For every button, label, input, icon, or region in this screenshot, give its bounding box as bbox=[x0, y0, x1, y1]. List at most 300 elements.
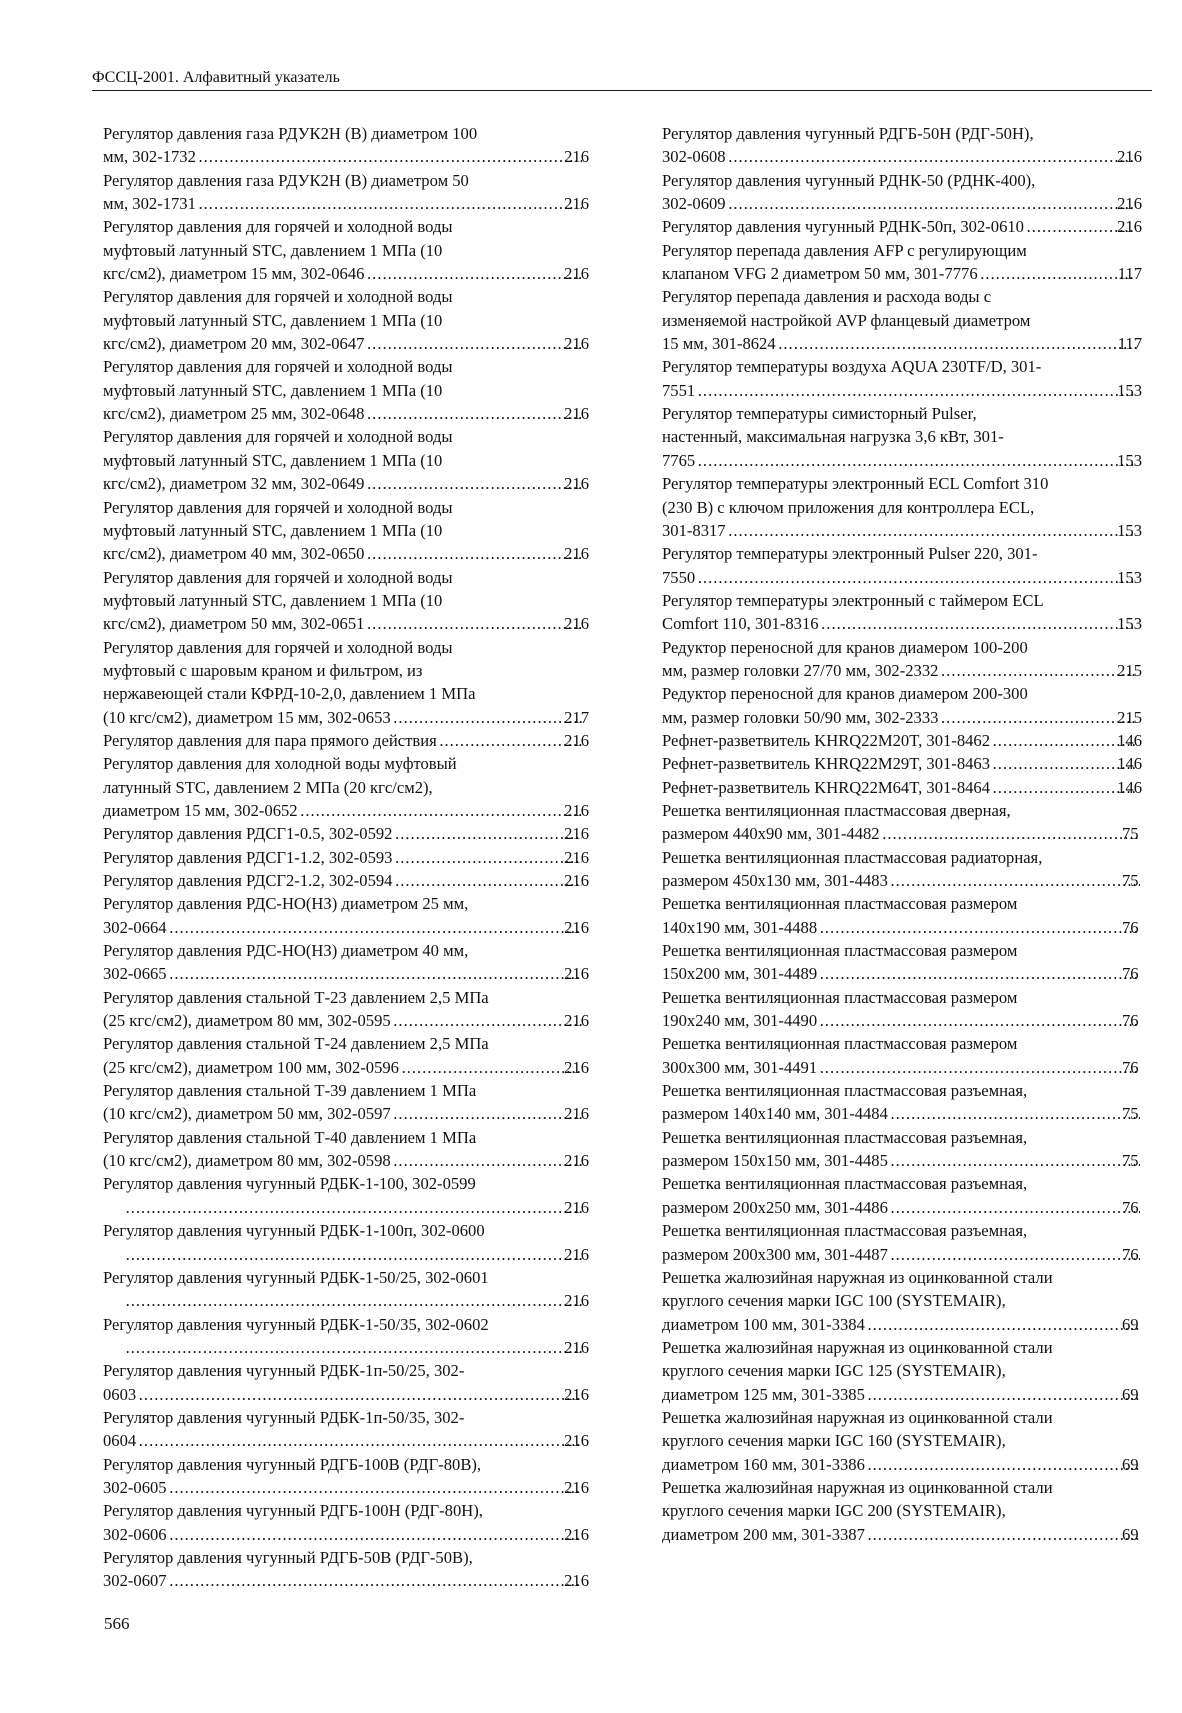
index-entry bbox=[662, 892, 1142, 939]
index-entry-text: 0603 bbox=[103, 1384, 137, 1404]
index-entry-page: 146 bbox=[1117, 730, 1142, 750]
index-entry-text: 140х190 мм, 301-4488 bbox=[662, 917, 818, 937]
index-entry bbox=[103, 425, 589, 495]
index-entry-text: Регулятор давления для горячей и холодной воды bbox=[103, 567, 453, 587]
dot-leader bbox=[394, 869, 582, 892]
index-entry-line bbox=[103, 192, 589, 215]
index-entry bbox=[103, 1546, 589, 1593]
index-entry-text: Регулятор давления чугунный РДГБ-50Н (РДГ-50Н), bbox=[662, 124, 1034, 143]
index-entry-text: муфтовый латунный STC, давлением 1 МПа (10 bbox=[103, 240, 443, 260]
index-entry-text: Регулятор давления для горячей и холодной воды bbox=[103, 637, 453, 657]
index-entry-line bbox=[103, 962, 589, 985]
index-entry-line bbox=[103, 1359, 589, 1382]
index-entry-line bbox=[103, 496, 589, 519]
index-entry-page: 216 bbox=[564, 1384, 589, 1404]
index-entry-line bbox=[103, 1406, 589, 1429]
index-entry-text: (10 кгс/см2), диаметром 80 мм, 302-0598 bbox=[103, 1151, 391, 1171]
index-entry-line bbox=[662, 239, 1142, 262]
index-entry-text: кгс/см2), диаметром 15 мм, 302-0646 bbox=[103, 264, 365, 284]
index-entry-line bbox=[103, 1453, 589, 1476]
index-column-right bbox=[662, 122, 1142, 1546]
index-entry-text: диаметром 200 мм, 301-3387 bbox=[662, 1524, 865, 1544]
index-entry-page: 216 bbox=[564, 404, 589, 424]
index-entry-line bbox=[103, 612, 589, 635]
index-entry-line bbox=[103, 939, 589, 962]
dot-leader bbox=[728, 145, 1136, 168]
index-entry-line: 140х190 мм, 301-4488 ..... 76 bbox=[682, 916, 1142, 939]
index-entry-line bbox=[103, 986, 589, 1009]
dot-leader bbox=[697, 566, 1135, 589]
page-header: ФССЦ-2001. Алфавитный указатель bbox=[92, 68, 1152, 91]
index-entry-line bbox=[662, 846, 1142, 869]
index-entry-line bbox=[103, 355, 589, 378]
dot-leader bbox=[819, 1056, 1140, 1079]
index-entry-text: Решетка вентиляционная пластмассовая размером bbox=[662, 941, 1018, 961]
index-entry-line bbox=[662, 682, 1142, 705]
index-entry bbox=[662, 1079, 1142, 1126]
index-entry-text: Регулятор температуры симисторный Pulser, bbox=[662, 404, 977, 424]
index-entry bbox=[103, 846, 589, 869]
dot-leader bbox=[394, 822, 582, 845]
dot-leader bbox=[890, 1243, 1140, 1266]
index-entry-page: 216 bbox=[564, 1291, 589, 1311]
index-entry bbox=[662, 472, 1142, 542]
dot-leader bbox=[169, 1476, 583, 1499]
index-entry-text: диаметром 160 мм, 301-3386 bbox=[662, 1454, 865, 1474]
index-entry bbox=[662, 589, 1142, 636]
index-entry bbox=[103, 636, 589, 729]
dot-leader bbox=[992, 776, 1135, 799]
index-entry-text: муфтовый латунный STC, давлением 1 МПа (10 bbox=[103, 450, 443, 470]
index-entry-line bbox=[103, 846, 589, 869]
index-entry-text: (230 В) с ключом приложения для контроллера ECL, bbox=[662, 497, 1035, 517]
index-entry-line bbox=[662, 332, 1142, 355]
index-entry-line bbox=[123, 1243, 589, 1266]
index-entry-line bbox=[103, 402, 589, 425]
index-entry-text: Решетка жалюзийная наружная из оцинкованной стали bbox=[662, 1337, 1053, 1357]
index-entry-text: размером 200х300 мм, 301-4487 bbox=[662, 1244, 888, 1264]
dot-leader bbox=[366, 472, 582, 495]
index-entry-line: диаметром 200 мм, 301-3387 ..... 69 bbox=[682, 1523, 1142, 1546]
index-entry-text: Регулятор давления для горячей и холодной воды bbox=[103, 497, 453, 517]
index-entry-line bbox=[103, 869, 589, 892]
index-entry-text: Регулятор давления стальной Т-24 давлением 2,5 МПа bbox=[103, 1034, 489, 1054]
index-entry-text: мм, размер головки 27/70 мм, 302-2332 bbox=[662, 660, 939, 680]
index-entry bbox=[662, 542, 1142, 589]
index-entry-line bbox=[103, 122, 589, 145]
index-entry-text: Решетка жалюзийная наружная из оцинкованной стали bbox=[662, 1407, 1053, 1427]
index-entry-line bbox=[103, 799, 589, 822]
dot-leader bbox=[393, 1009, 582, 1032]
index-entry-text: 7551 bbox=[662, 380, 696, 400]
index-entry-text: Регулятор температуры электронный Pulser 220, 301- bbox=[662, 544, 1038, 564]
index-entry-text: (25 кгс/см2), диаметром 80 мм, 302-0595 bbox=[103, 1011, 391, 1031]
index-entry-text: муфтовый с шаровым краном и фильтром, из bbox=[103, 660, 423, 680]
index-entry-line bbox=[123, 1336, 589, 1359]
dot-leader bbox=[138, 1429, 582, 1452]
index-entry-text: Решетка вентиляционная пластмассовая дверная, bbox=[662, 800, 1011, 820]
index-entry bbox=[662, 1476, 1142, 1546]
dot-leader bbox=[819, 916, 1140, 939]
index-entry-text: диаметром 15 мм, 302-0652 bbox=[103, 800, 298, 820]
index-entry-line bbox=[662, 355, 1142, 378]
index-entry-page: 215 bbox=[1117, 660, 1142, 680]
index-entry-line bbox=[662, 1032, 1142, 1055]
index-entry-text: кгс/см2), диаметром 25 мм, 302-0648 bbox=[103, 404, 365, 424]
index-entry-page: 216 bbox=[564, 824, 589, 844]
index-entry-line bbox=[103, 752, 589, 775]
index-entry-text: Решетка жалюзийная наружная из оцинкованной стали bbox=[662, 1477, 1053, 1497]
index-entry-line bbox=[103, 729, 589, 752]
index-entry-text: настенный, максимальная нагрузка 3,6 кВт, 301- bbox=[662, 427, 1004, 447]
dot-leader bbox=[138, 1383, 582, 1406]
index-entry bbox=[662, 239, 1142, 286]
index-entry-line bbox=[662, 192, 1142, 215]
dot-leader bbox=[778, 332, 1136, 355]
dot-leader bbox=[366, 332, 582, 355]
dot-leader bbox=[125, 1289, 582, 1312]
index-entry-line bbox=[662, 472, 1142, 495]
index-entry-text: Регулятор давления для холодной воды муфтовый bbox=[103, 754, 457, 774]
index-entry-line bbox=[103, 1383, 589, 1406]
dot-leader bbox=[867, 1453, 1140, 1476]
index-entry-page: 216 bbox=[564, 964, 589, 984]
index-entry-text: кгс/см2), диаметром 32 мм, 302-0649 bbox=[103, 474, 365, 494]
index-entry-line bbox=[662, 1126, 1142, 1149]
index-entry-line bbox=[103, 589, 589, 612]
index-entry-line bbox=[662, 892, 1142, 915]
index-entry-line bbox=[103, 1149, 589, 1172]
index-entry-text: Регулятор давления стальной Т-39 давлением 1 МПа bbox=[103, 1081, 477, 1101]
index-entry-line bbox=[103, 215, 589, 238]
index-entry bbox=[103, 1499, 589, 1546]
index-entry-line bbox=[103, 262, 589, 285]
index-entry-line bbox=[662, 729, 1142, 752]
index-entry-text: мм, размер головки 50/90 мм, 302-2333 bbox=[662, 707, 939, 727]
index-entry-text: размером 150х150 мм, 301-4485 bbox=[662, 1151, 888, 1171]
index-entry bbox=[103, 1453, 589, 1500]
index-entry-line bbox=[103, 1476, 589, 1499]
dot-leader bbox=[366, 542, 582, 565]
index-entry-line bbox=[662, 542, 1142, 565]
index-entry-line bbox=[123, 1289, 589, 1312]
dot-leader bbox=[728, 519, 1136, 542]
index-entry-line bbox=[103, 379, 589, 402]
index-entry-page: 153 bbox=[1117, 614, 1142, 634]
index-entry-text: Редуктор переносной для кранов диамером 100-200 bbox=[662, 637, 1028, 657]
index-entry-page: 216 bbox=[564, 1571, 589, 1591]
index-entry-line bbox=[662, 402, 1142, 425]
index-entry-line bbox=[103, 1126, 589, 1149]
index-entry bbox=[103, 496, 589, 566]
index-entry-text: Регулятор давления чугунный РДБК-1п-50/35, 302- bbox=[103, 1407, 465, 1427]
dot-leader bbox=[394, 846, 582, 869]
index-entry-line bbox=[662, 1172, 1142, 1195]
dot-leader bbox=[821, 612, 1136, 635]
index-entry bbox=[103, 122, 589, 169]
index-entry-page: 146 bbox=[1117, 777, 1142, 797]
index-entry-line bbox=[103, 449, 589, 472]
index-entry-line bbox=[103, 239, 589, 262]
index-entry-page: 153 bbox=[1117, 567, 1142, 587]
index-entry-line bbox=[103, 332, 589, 355]
index-entry-line bbox=[103, 1523, 589, 1546]
index-entry-text: круглого сечения марки IGC 160 (SYSTEMAIR), bbox=[662, 1431, 1006, 1451]
index-entry-line: размером 140х140 мм, 301-4484 ..... 75 bbox=[682, 1102, 1142, 1125]
index-entry-text: Регулятор давления РДСГ1-1.2, 302-0593 bbox=[103, 847, 393, 867]
dot-leader bbox=[439, 729, 582, 752]
dot-leader bbox=[366, 402, 582, 425]
dot-leader bbox=[992, 752, 1135, 775]
index-entry-line bbox=[103, 776, 589, 799]
index-entry-line bbox=[103, 1056, 589, 1079]
index-entry bbox=[103, 1032, 589, 1079]
dot-leader bbox=[169, 1523, 583, 1546]
index-entry-page: 216 bbox=[564, 1244, 589, 1264]
index-entry-text: (10 кгс/см2), диаметром 50 мм, 302-0597 bbox=[103, 1104, 391, 1124]
index-entry-page: 216 bbox=[564, 917, 589, 937]
index-entry-line bbox=[103, 916, 589, 939]
index-entry-line bbox=[103, 706, 589, 729]
dot-leader bbox=[882, 822, 1140, 845]
index-entry-text: (25 кгс/см2), диаметром 100 мм, 302-0596 bbox=[103, 1057, 399, 1077]
index-entry bbox=[662, 682, 1142, 729]
index-entry-line bbox=[662, 799, 1142, 822]
index-entry-text: кгс/см2), диаметром 20 мм, 302-0647 bbox=[103, 334, 365, 354]
dot-leader bbox=[198, 145, 582, 168]
dot-leader bbox=[890, 869, 1140, 892]
index-entry-text: Регулятор давления стальной Т-40 давлением 1 МПа bbox=[103, 1127, 477, 1147]
index-entry bbox=[103, 822, 589, 845]
index-entry-page: 216 bbox=[564, 1197, 589, 1217]
index-entry-line bbox=[103, 542, 589, 565]
index-entry-line bbox=[662, 776, 1142, 799]
index-entry-page: 217 bbox=[564, 707, 589, 727]
dot-leader bbox=[125, 1196, 582, 1219]
index-entry-page: 216 bbox=[564, 614, 589, 634]
index-entry bbox=[662, 776, 1142, 799]
index-entry-line: диаметром 160 мм, 301-3386 ..... 69 bbox=[682, 1453, 1142, 1476]
index-entry-line bbox=[662, 496, 1142, 519]
index-entry-text: 190х240 мм, 301-4490 bbox=[662, 1011, 818, 1031]
index-entry-text: Регулятор давления РДС-НО(НЗ) диаметром 40 мм, bbox=[103, 941, 469, 961]
index-entry-text: Решетка вентиляционная пластмассовая размером bbox=[662, 894, 1018, 914]
index-entry-line bbox=[662, 519, 1142, 542]
index-entry-line: размером 200х300 мм, 301-4487 ..... 76 bbox=[682, 1243, 1142, 1266]
index-entry bbox=[662, 122, 1142, 169]
index-entry-page: 216 bbox=[1117, 147, 1142, 167]
index-entry-text: 301-8317 bbox=[662, 520, 726, 540]
index-entry bbox=[103, 729, 589, 752]
index-entry-line bbox=[103, 309, 589, 332]
index-entry-text: Регулятор давления РДСГ1-0.5, 302-0592 bbox=[103, 824, 393, 844]
dot-leader bbox=[890, 1102, 1140, 1125]
index-entry-text: круглого сечения марки IGC 200 (SYSTEMAIR), bbox=[662, 1501, 1006, 1521]
index-entry bbox=[662, 636, 1142, 683]
index-entry-text: клапаном VFG 2 диаметром 50 мм, 301-7776 bbox=[662, 264, 978, 284]
index-entry-page: 216 bbox=[1117, 217, 1142, 237]
index-entry-line: размером 440х90 мм, 301-4482 ..... 75 bbox=[682, 822, 1142, 845]
index-entry bbox=[103, 1313, 589, 1360]
index-entry-text: Решетка жалюзийная наружная из оцинкованной стали bbox=[662, 1267, 1053, 1287]
index-entry-text: Регулятор температуры электронный с таймером ECL bbox=[662, 590, 1044, 610]
index-entry-text: Рефнет-разветвитель KHRQ22M20T, 301-8462 bbox=[662, 730, 991, 750]
index-entry-text: муфтовый латунный STC, давлением 1 МПа (10 bbox=[103, 380, 443, 400]
index-entry-line bbox=[662, 636, 1142, 659]
index-entry-line: диаметром 100 мм, 301-3384 ..... 69 bbox=[682, 1313, 1142, 1336]
index-entry-line bbox=[103, 1102, 589, 1125]
index-entry-line bbox=[662, 285, 1142, 308]
index-entry bbox=[662, 1406, 1142, 1476]
index-entry-page: 216 bbox=[564, 1104, 589, 1124]
index-entry-line: диаметром 125 мм, 301-3385 ..... 69 bbox=[682, 1383, 1142, 1406]
index-entry-line bbox=[103, 566, 589, 589]
dot-leader bbox=[125, 1243, 582, 1266]
index-entry-page: 216 bbox=[564, 1337, 589, 1357]
index-entry-line bbox=[662, 706, 1142, 729]
index-entry-page: 216 bbox=[564, 730, 589, 750]
index-entry-text: Рефнет-разветвитель KHRQ22M29T, 301-8463 bbox=[662, 754, 991, 774]
index-entry-line bbox=[103, 519, 589, 542]
index-entry-line bbox=[103, 682, 589, 705]
index-entry-page: 117 bbox=[1117, 334, 1142, 354]
index-entry-text: Регулятор перепада давления AFP с регулирующим bbox=[662, 240, 1027, 260]
dot-leader bbox=[940, 659, 1135, 682]
index-entry-line: 150х200 мм, 301-4489 ..... 76 bbox=[682, 962, 1142, 985]
index-entry-line bbox=[662, 752, 1142, 775]
dot-leader bbox=[169, 962, 583, 985]
index-entry-page: 153 bbox=[1117, 520, 1142, 540]
index-entry bbox=[662, 285, 1142, 355]
index-entry bbox=[662, 752, 1142, 775]
index-entry-line bbox=[662, 1219, 1142, 1242]
index-entry-text: Решетка вентиляционная пластмассовая разъемная, bbox=[662, 1174, 1028, 1194]
index-entry-text: 7550 bbox=[662, 567, 696, 587]
index-entry-text: 302-0607 bbox=[103, 1571, 167, 1591]
dot-leader bbox=[366, 262, 582, 285]
index-entry-text: кгс/см2), диаметром 50 мм, 302-0651 bbox=[103, 614, 365, 634]
index-entry bbox=[103, 892, 589, 939]
dot-leader bbox=[819, 1009, 1140, 1032]
index-entry-line bbox=[103, 1079, 589, 1102]
index-entry-text: муфтовый латунный STC, давлением 1 МПа (10 bbox=[103, 520, 443, 540]
index-entry-text: круглого сечения марки IGC 100 (SYSTEMAIR), bbox=[662, 1291, 1006, 1311]
index-entry-line bbox=[103, 822, 589, 845]
dot-leader bbox=[300, 799, 583, 822]
index-entry-page: 216 bbox=[564, 1524, 589, 1544]
index-entry-text: мм, 302-1731 bbox=[103, 194, 196, 214]
index-entry-text: Регулятор давления газа РДУК2Н (В) диаметром 50 bbox=[103, 170, 469, 190]
index-entry-line bbox=[103, 169, 589, 192]
index-entry-text: Регулятор давления чугунный РДГБ-50В (РДГ-50В), bbox=[103, 1547, 473, 1567]
index-entry-text: Решетка вентиляционная пластмассовая разъемная, bbox=[662, 1127, 1028, 1147]
index-entry-text: Регулятор давления для горячей и холодной воды bbox=[103, 427, 453, 447]
index-entry bbox=[103, 986, 589, 1033]
dot-leader bbox=[393, 706, 582, 729]
index-entry-text: Регулятор давления чугунный РДБК-1п-50/25, 302- bbox=[103, 1361, 465, 1381]
index-entry-text: Регулятор давления для горячей и холодной воды bbox=[103, 287, 453, 307]
index-entry-line bbox=[662, 612, 1142, 635]
index-entry-text: размером 440х90 мм, 301-4482 bbox=[662, 824, 880, 844]
index-entry-page: 216 bbox=[564, 847, 589, 867]
index-entry-text: Рефнет-разветвитель KHRQ22M64T, 301-8464 bbox=[662, 777, 991, 797]
index-entry-page: 216 bbox=[564, 871, 589, 890]
index-entry bbox=[103, 869, 589, 892]
index-entry-line bbox=[662, 1079, 1142, 1102]
index-entry bbox=[103, 1219, 589, 1266]
index-entry-line bbox=[662, 1336, 1142, 1359]
index-entry-line bbox=[662, 169, 1142, 192]
index-entry-text: диаметром 100 мм, 301-3384 bbox=[662, 1314, 865, 1334]
index-entry-text: Регулятор давления газа РДУК2Н (В) диаметром 100 bbox=[103, 124, 478, 143]
dot-leader bbox=[697, 379, 1135, 402]
index-entry-page: 216 bbox=[564, 474, 589, 494]
index-entry bbox=[103, 1126, 589, 1173]
dot-leader bbox=[867, 1383, 1140, 1406]
dot-leader bbox=[393, 1149, 582, 1172]
index-entry-page: 216 bbox=[564, 544, 589, 564]
index-entry-page: 216 bbox=[1117, 194, 1142, 214]
index-entry-page: 216 bbox=[564, 334, 589, 354]
index-entry bbox=[103, 169, 589, 216]
index-entry bbox=[662, 215, 1142, 238]
index-entry-line bbox=[662, 566, 1142, 589]
index-entry-text: муфтовый латунный STC, давлением 1 МПа (10 bbox=[103, 310, 443, 330]
index-entry-text: 302-0605 bbox=[103, 1477, 167, 1497]
index-entry-text: нержавеющей стали КФРД-10-2,0, давлением 1 МПа bbox=[103, 684, 476, 704]
index-entry-line bbox=[662, 589, 1142, 612]
dot-leader bbox=[697, 449, 1135, 472]
index-entry-text: кгс/см2), диаметром 40 мм, 302-0650 bbox=[103, 544, 365, 564]
index-entry-line bbox=[123, 1196, 589, 1219]
index-entry-text: Регулятор давления РДСГ2-1.2, 302-0594 bbox=[103, 871, 393, 890]
index-entry-text: Регулятор давления для пара прямого действия bbox=[103, 730, 437, 750]
index-entry bbox=[103, 1079, 589, 1126]
index-entry bbox=[662, 1126, 1142, 1173]
index-entry-text: 302-0665 bbox=[103, 964, 167, 984]
dot-leader bbox=[169, 1569, 583, 1592]
index-entry-text: Регулятор перепада давления и расхода воды с bbox=[662, 287, 992, 307]
dot-leader bbox=[198, 192, 582, 215]
index-entry-line bbox=[103, 1172, 589, 1195]
dot-leader bbox=[819, 962, 1140, 985]
index-entry bbox=[103, 285, 589, 355]
index-entry bbox=[662, 1172, 1142, 1219]
page-number: 566 bbox=[104, 1614, 130, 1633]
index-entry-line bbox=[103, 1546, 589, 1569]
index-entry-text: Регулятор давления для горячей и холодной воды bbox=[103, 217, 453, 237]
dot-leader bbox=[169, 916, 583, 939]
index-entry-text: Решетка вентиляционная пластмассовая размером bbox=[662, 1034, 1018, 1054]
index-entry bbox=[662, 799, 1142, 846]
index-entry-text: Регулятор давления чугунный РДБК-1-50/35, 302-0602 bbox=[103, 1314, 489, 1334]
dot-leader bbox=[366, 612, 582, 635]
index-entry bbox=[662, 986, 1142, 1033]
dot-leader bbox=[125, 1336, 582, 1359]
index-entry-line bbox=[103, 1569, 589, 1592]
index-entry-text: Регулятор давления РДС-НО(НЗ) диаметром 25 мм, bbox=[103, 894, 469, 914]
index-entry-line bbox=[662, 262, 1142, 285]
index-entry-text: размером 450х130 мм, 301-4483 bbox=[662, 871, 888, 890]
index-entry-text: муфтовый латунный STC, давлением 1 МПа (10 bbox=[103, 590, 443, 610]
index-entry-text: изменяемой настройкой AVP фланцевый диаметром bbox=[662, 310, 1031, 330]
index-entry-text: 7765 bbox=[662, 450, 696, 470]
index-entry-text: Регулятор температуры электронный ECL Comfort 310 bbox=[662, 474, 1049, 494]
index-entry-page: 216 bbox=[564, 1431, 589, 1451]
index-entry bbox=[103, 566, 589, 636]
index-entry-text: Решетка вентиляционная пластмассовая радиаторная, bbox=[662, 847, 1043, 867]
index-entry bbox=[662, 402, 1142, 472]
